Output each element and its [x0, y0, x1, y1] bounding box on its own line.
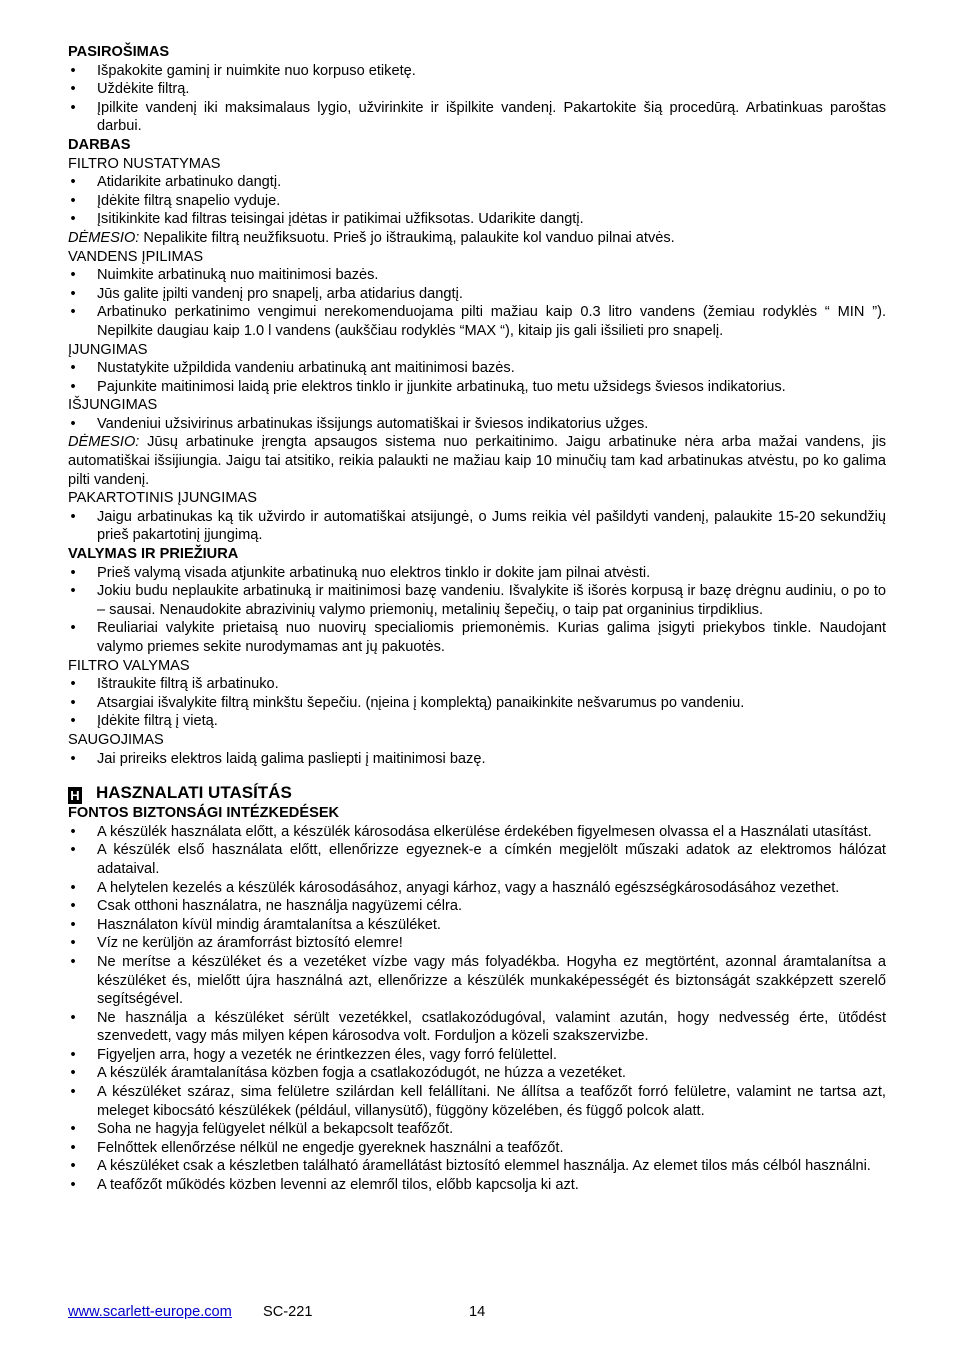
bullet-icon: [68, 99, 78, 118]
bullet-icon: [68, 173, 78, 192]
warning-text: Jūsų arbatinuke įrengta apsaugos sistema nuo perkaitinimo. Jaigu arbatinuke nėra arba mažai vandens, jis automatiškai išsijiungia. Jaigu tai atsitiko, reikia palaukti ne mažiau kaip 10 minučių tam kad arbatinukas atvėstu, po ko galima pilti vandenį.: [68, 434, 886, 488]
warning-note: [68, 433, 886, 489]
list-item-text: Arbatinuko perkatinimo vengimui nerekomenduojama pilti mažiau kaip 0.3 litro vandens (žemiau rodyklės “ MIN ”). Nepilkite daugiau kaip 1.0 l vandens (aukščiau rodyklės “MAX “), kitaip jis gali išsilieti pro snapelį.: [97, 304, 886, 339]
list-item-text: Csak otthoni használatra, ne használja nagyüzemi célra.: [97, 898, 463, 915]
list-item-text: Vandeniui užsivirinus arbatinukas išsijungs automatiškai ir šviesos indikatorius užges.: [97, 415, 649, 432]
subsection-heading: IŠJUNGIMAS: [68, 397, 158, 414]
list-item-text: Nustatykite užpildida vandeniu arbatinuką ant maitinimosi bazės.: [97, 360, 515, 377]
bullet-icon: [68, 210, 78, 229]
list-item-text: Reuliariai valykite prietaisą nuo nuovirų specialiomis priemonėmis. Kurias galima įsigyti priekybos tinkle. Naudojant valymo priemes sekite nurodymamas ant jų pakuotės.: [97, 620, 886, 655]
bullet-icon: [68, 192, 78, 211]
bullet-icon: [68, 750, 78, 769]
bullet-icon: [68, 841, 78, 860]
list-item: [68, 378, 886, 397]
page-footer: [68, 1303, 886, 1323]
list-item: [68, 1139, 886, 1158]
warning-label: DĖMESIO:: [68, 229, 140, 246]
list-item-text: Jūs galite įpilti vandenį pro snapelį, arba atidarius dangtį.: [97, 285, 463, 302]
list-item-text: Uždėkite filtrą.: [97, 81, 190, 98]
list-item-text: Atsargiai išvalykite filtrą minkštu šepečiu. (nįeina į komplektą) panaikinkite nešvarumus po vandeniu.: [97, 694, 745, 711]
list-item: [68, 823, 886, 842]
list-item: [68, 1083, 886, 1120]
bullet-icon: [68, 1009, 78, 1028]
warning-note: [68, 229, 886, 248]
list-item: [68, 712, 886, 731]
list-item: [68, 916, 886, 935]
subsection-heading: PAKARTOTINIS ĮJUNGIMAS: [68, 490, 257, 507]
bullet-icon: [68, 378, 78, 397]
language-title-text: HASZNALATI UTASÍTÁS: [96, 783, 292, 803]
list-item-text: A készülék áramtalanítása közben fogja a csatlakozódugót, ne húzza a vezetéket.: [97, 1065, 626, 1082]
list-item: [68, 879, 886, 898]
document-body: [68, 43, 886, 1195]
list-item: [68, 1046, 886, 1065]
list-item-text: Soha ne hagyja felügyelet nélkül a bekapcsolt teafőzőt.: [97, 1121, 454, 1138]
list-item: [68, 953, 886, 1009]
language-badge: H: [68, 787, 82, 804]
list-item: [68, 359, 886, 378]
list-item: [68, 415, 886, 434]
list-item: [68, 619, 886, 656]
section-heading: PASIROŠIMAS: [68, 44, 170, 60]
bullet-icon: [68, 619, 78, 638]
page-number: 14: [469, 1304, 486, 1320]
subsection-heading: SAUGOJIMAS: [68, 731, 164, 748]
subsection-heading: FILTRO VALYMAS: [68, 657, 190, 674]
list-item: [68, 675, 886, 694]
bullet-icon: [68, 1176, 78, 1195]
list-item: [68, 694, 886, 713]
bullet-icon: [68, 953, 78, 972]
bullet-icon: [68, 694, 78, 713]
bullet-icon: [68, 508, 78, 527]
list-item-text: Pajunkite maitinimosi laidą prie elektros tinklo ir įjunkite arbatinuką, tuo metu užsidegs šviesos indikatorius.: [97, 378, 786, 395]
website-link[interactable]: www.scarlett-europe.com: [68, 1304, 232, 1320]
section-heading: DARBAS: [68, 136, 131, 153]
list-item-text: Ne használja a készüléket sérült vezetékkel, csatlakozódugóval, valamint azután, hogy nedvesség érte, ütődést szenvedett, vagy más milyen képen károsodva volt. Forduljon a közeli szakszervizbe.: [97, 1009, 886, 1045]
list-item: [68, 192, 886, 211]
list-item: [68, 266, 886, 285]
subsection-heading: FILTRO NUSTATYMAS: [68, 155, 221, 172]
list-item-text: Használaton kívül mindig áramtalanítsa a készüléket.: [97, 916, 441, 933]
list-item-text: Jokiu budu neplaukite arbatinuką ir maitinimosi bazę vandeniu. Išvalykite iš išorės korpusą ir bazę drėgnu audiniu, o po to – sausai. Nenaudokite abrazivinių valymo priemonių, metalinių šepečių, o taip pat organinius tirpdiklius.: [97, 583, 886, 618]
list-item: [68, 750, 886, 769]
list-item: [68, 210, 886, 229]
bullet-icon: [68, 823, 78, 842]
list-item-text: Ištraukite filtrą iš arbatinuko.: [97, 676, 279, 693]
list-item-text: Felnőttek ellenőrzése nélkül ne engedje gyereknek használni a teafőzőt.: [97, 1139, 564, 1156]
bullet-icon: [68, 712, 78, 731]
list-item: [68, 564, 886, 583]
bullet-icon: [68, 934, 78, 953]
list-item: [68, 285, 886, 304]
list-item: [68, 934, 886, 953]
bullet-icon: [68, 1157, 78, 1176]
list-item-text: A helytelen kezelés a készülék károsodásához, anyagi kárhoz, vagy a használó egészségkárosodásához vezethet.: [97, 879, 840, 896]
bullet-icon: [68, 564, 78, 583]
list-item-text: Atidarikite arbatinuko dangtį.: [97, 174, 282, 191]
list-item-text: Víz ne kerüljön az áramforrást biztosító elemre!: [97, 935, 403, 952]
list-item-text: A készüléket száraz, sima felületre szilárdan kell felállítani. Ne állítsa a teafőzőt forró felületre, valamint ne tartsa azt, meleget kibocsátó készülékek (például, villanysütő), függöny közelében, és függő polcok alatt.: [97, 1084, 886, 1119]
section-heading: VALYMAS IR PRIEŽIURA: [68, 546, 239, 563]
list-item: [68, 1120, 886, 1139]
bullet-icon: [68, 916, 78, 935]
bullet-icon: [68, 359, 78, 378]
language-section-title: [68, 783, 886, 804]
list-item: [68, 1009, 886, 1046]
list-item-text: Jaigu arbatinukas ką tik užvirdo ir automatiškai atsijungė, o Jums reikia vėl pašildyti vandenį, palaukite 15-20 sekundžių prieš pakartotinį įjungimą.: [97, 508, 886, 544]
bullet-icon: [68, 1139, 78, 1158]
list-item: [68, 99, 886, 136]
bullet-icon: [68, 675, 78, 694]
list-item: [68, 173, 886, 192]
model-number: SC-221: [263, 1304, 313, 1320]
bullet-icon: [68, 80, 78, 99]
bullet-icon: [68, 62, 78, 81]
list-item-text: A készülék első használata előtt, ellenőrizze egyeznek-e a címkén megjelölt műszaki adatok az elektromos hálózat adataival.: [97, 842, 886, 877]
bullet-icon: [68, 266, 78, 285]
bullet-icon: [68, 582, 78, 601]
warning-text: Nepalikite filtrą neužfiksuotu. Prieš jo ištraukimą, palaukite kol vanduo pilnai atvės.: [139, 229, 675, 246]
list-item-text: A teafőzőt működés közben levenni az elemről tilos, előbb kapcsolja ki azt.: [97, 1177, 579, 1194]
section-heading: FONTOS BIZTONSÁGI INTÉZKEDÉSEK: [68, 805, 340, 822]
bullet-icon: [68, 303, 78, 322]
list-item: [68, 1176, 886, 1195]
list-item-text: Figyeljen arra, hogy a vezeték ne érintkezzen éles, vagy forró felülettel.: [97, 1046, 557, 1063]
list-item: [68, 1157, 886, 1176]
list-item-text: Prieš valymą visada atjunkite arbatinuką nuo elektros tinklo ir dokite jam pilnai atvėsti.: [97, 564, 651, 581]
list-item: [68, 80, 886, 99]
list-item-text: Įpilkite vandenį iki maksimalaus lygio, užvirinkite ir išpilkite vandenį. Pakartokite šią procedūrą. Arbatinkuas paroštas darbui.: [97, 99, 886, 135]
bullet-icon: [68, 1064, 78, 1083]
list-item: [68, 841, 886, 878]
list-item-text: Įdėkite filtrą į vietą.: [97, 713, 218, 730]
subsection-heading: ĮJUNGIMAS: [68, 341, 148, 358]
list-item: [68, 508, 886, 545]
list-item-text: Išpakokite gaminį ir nuimkite nuo korpuso etiketę.: [97, 62, 416, 79]
list-item-text: A készülék használata előtt, a készülék károsodása elkerülése érdekében figyelmesen olvassa el a Használati utasítást.: [97, 823, 872, 840]
list-item-text: Įdėkite filtrą snapelio vyduje.: [97, 192, 281, 209]
subsection-heading: VANDENS ĮPILIMAS: [68, 248, 204, 265]
bullet-icon: [68, 285, 78, 304]
list-item-text: Jai prireiks elektros laidą galima pasliepti į maitinimosi bazę.: [97, 750, 486, 767]
list-item: [68, 303, 886, 340]
list-item: [68, 897, 886, 916]
bullet-icon: [68, 879, 78, 898]
list-item-text: Nuimkite arbatinuką nuo maitinimosi bazės.: [97, 267, 379, 284]
list-item-text: A készüléket csak a készletben található áramellátást biztosító elemmel használja. Az elemet tilos más célból használni.: [97, 1158, 871, 1175]
warning-label: DĖMESIO:: [68, 434, 140, 451]
list-item-text: Įsitikinkite kad filtras teisingai įdėtas ir patikimai užfiksotas. Udarikite dangtį.: [97, 211, 584, 228]
list-item-text: Ne merítse a készüléket és a vezetéket vízbe vagy más folyadékba. Hogyha ez megtörtént, azonnal áramtalanítsa a készüléket és, mielőtt újra használná azt, ellenőrizze a készülék munkaképességét és biztonságát szakképzett szerelő segítségével.: [97, 953, 886, 1008]
bullet-icon: [68, 415, 78, 434]
list-item: [68, 582, 886, 619]
bullet-icon: [68, 1083, 78, 1102]
list-item: [68, 62, 886, 81]
bullet-icon: [68, 1120, 78, 1139]
list-item: [68, 1064, 886, 1083]
bullet-icon: [68, 897, 78, 916]
bullet-icon: [68, 1046, 78, 1065]
